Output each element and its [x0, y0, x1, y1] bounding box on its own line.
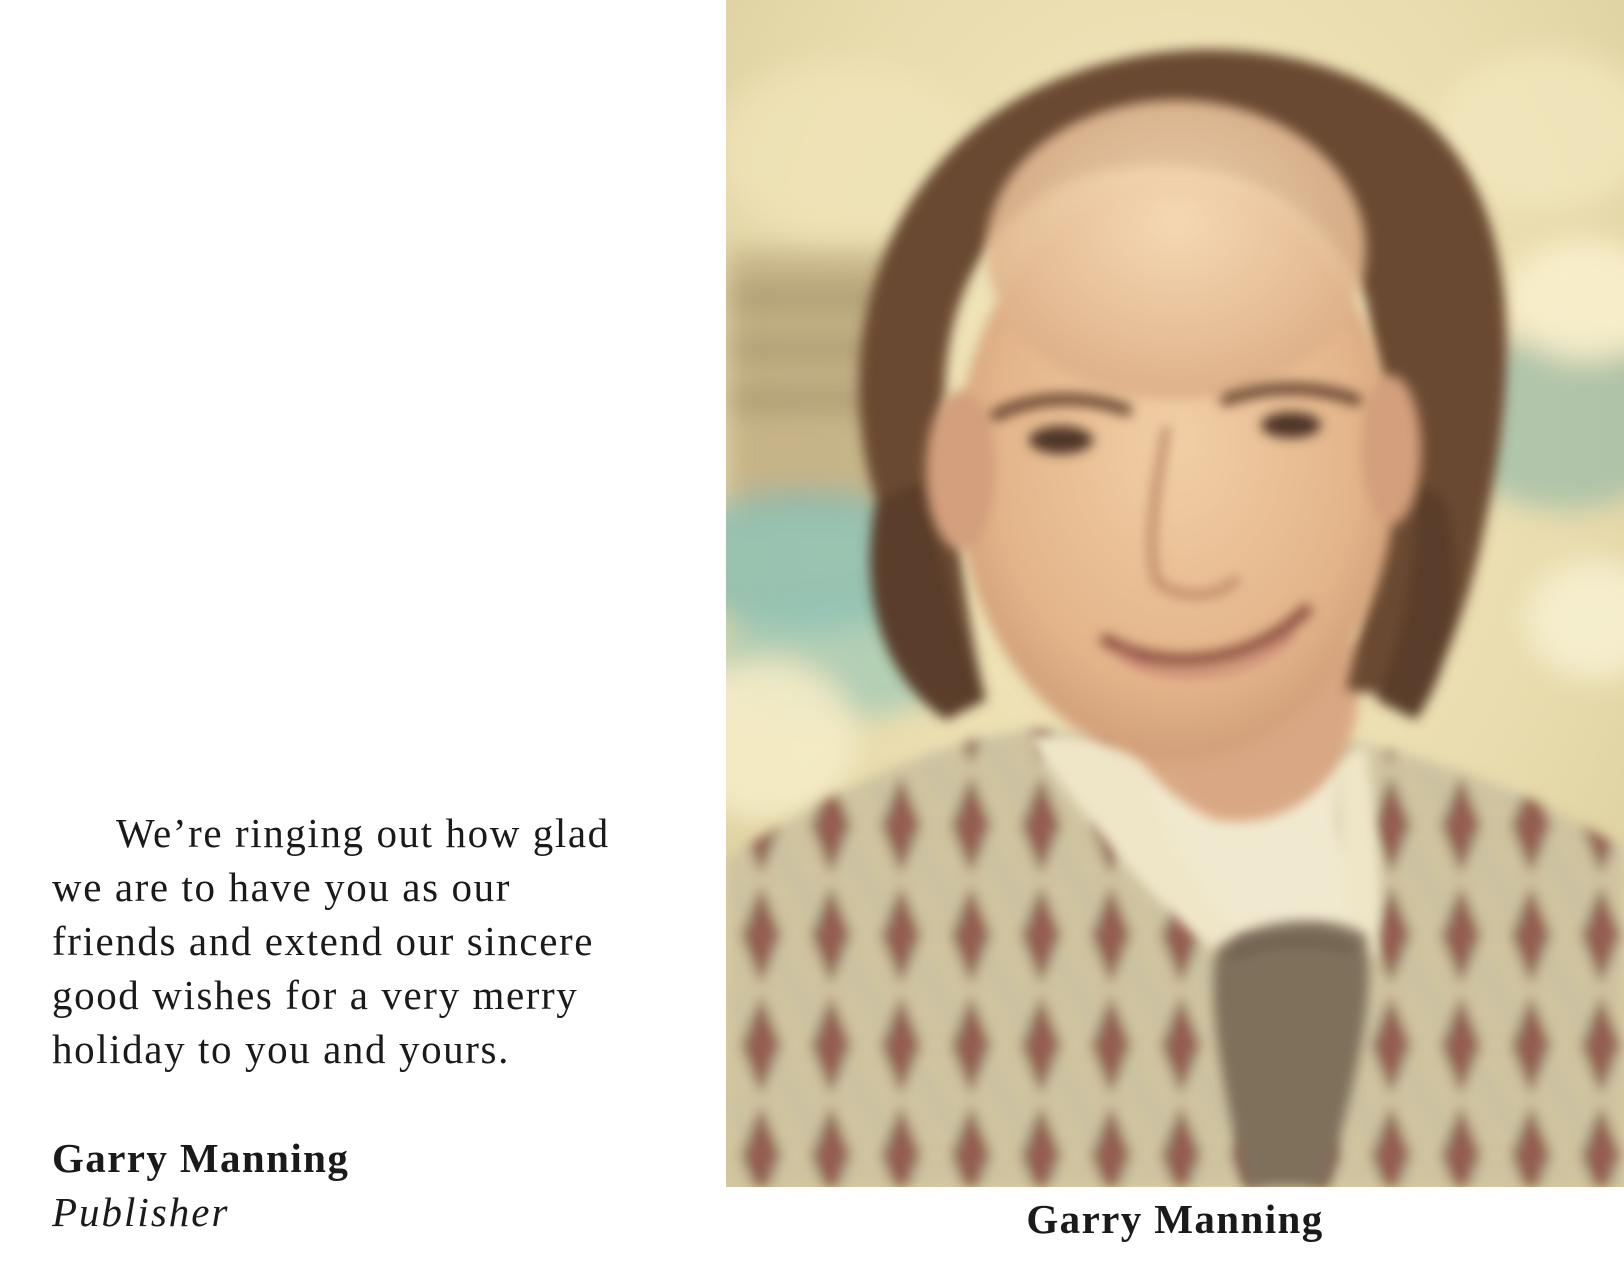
portrait-photo [726, 0, 1624, 1187]
portrait-illustration [726, 0, 1624, 1187]
signature-title: Publisher [52, 1189, 230, 1235]
message-line: holiday to you and yours. [52, 1026, 510, 1072]
holiday-message [52, 806, 672, 1076]
message-line: good wishes for a very merry [52, 972, 579, 1018]
photo-caption: Garry Manning [1026, 1196, 1324, 1242]
signature-name: Garry Manning [52, 1135, 350, 1181]
message-line: friends and extend our sincere [52, 918, 595, 964]
message-line: We’re ringing out how glad [116, 810, 610, 856]
message-line: we are to have you as our [52, 864, 511, 910]
signature-block [52, 1131, 349, 1239]
